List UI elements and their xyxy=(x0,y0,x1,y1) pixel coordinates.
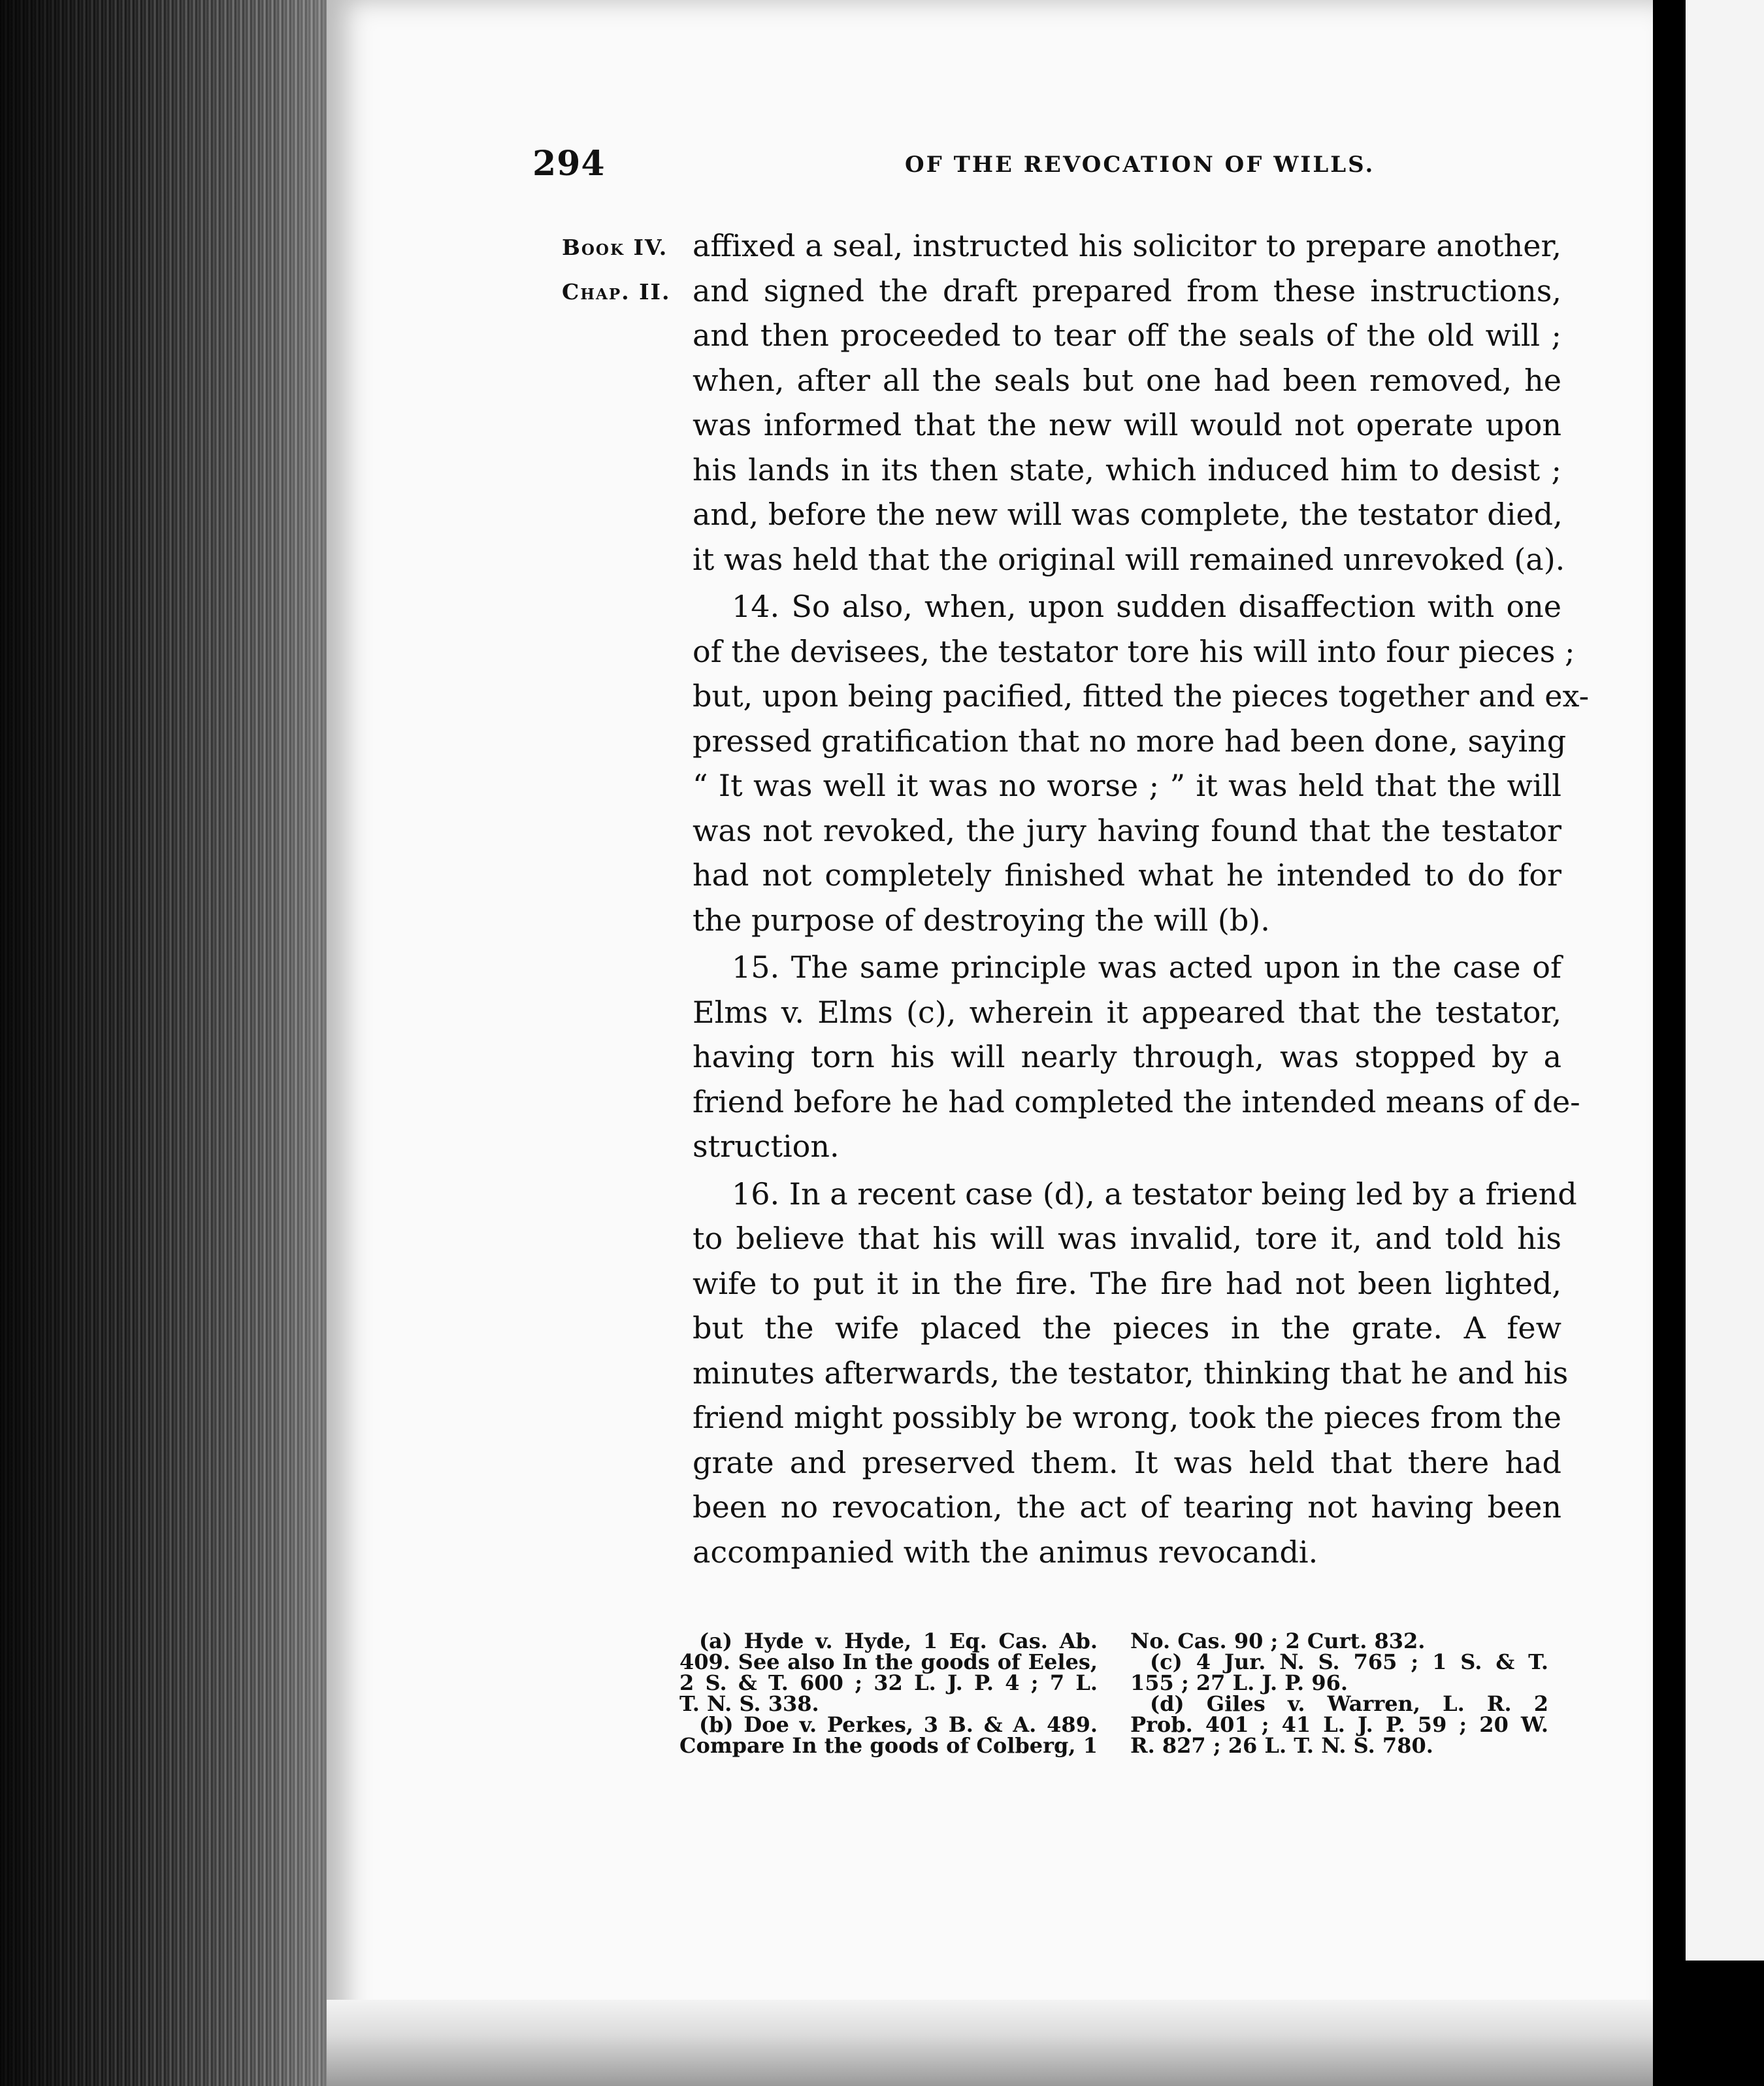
text-line: Elms v. Elms (c), wherein it appeared that the testator, xyxy=(693,994,1561,1030)
footnote-line: (d) Giles v. Warren, L. R. 2 xyxy=(1150,1691,1548,1716)
text-line: and, before the new will was complete, the testator died, xyxy=(693,497,1563,532)
text-line: of the devisees, the testator tore his will into four pieces ; xyxy=(693,633,1575,669)
page-header xyxy=(0,144,1764,183)
page-number: 294 xyxy=(532,144,606,184)
text-line: struction. xyxy=(693,1129,840,1164)
text-line: was informed that the new will would not operate upon xyxy=(693,407,1561,442)
footnotes-right-column xyxy=(1130,1631,1548,1756)
text-line: friend might possibly be wrong, took the pieces from the xyxy=(693,1400,1561,1435)
paragraph-13-cont xyxy=(693,224,1565,582)
margin-note xyxy=(562,225,693,314)
book-page-edges xyxy=(0,0,340,2086)
footnote-line: Prob. 401 ; 41 L. J. P. 59 ; 20 W. xyxy=(1130,1712,1548,1737)
footnote-line: 155 ; 27 L. J. P. 96. xyxy=(1130,1670,1348,1695)
margin-book: Book IV. xyxy=(562,235,668,260)
body-text xyxy=(693,224,1590,1574)
footnote-line: 2 S. & T. 600 ; 32 L. J. P. 4 ; 7 L. xyxy=(679,1670,1098,1695)
text-line: friend before he had completed the intended means of de- xyxy=(693,1084,1580,1119)
text-line: his lands in its then state, which induced him to desist ; xyxy=(693,452,1561,488)
footnote-line: T. N. S. 338. xyxy=(679,1691,819,1716)
text-line: but, upon being pacified, fitted the pieces together and ex- xyxy=(693,678,1590,714)
text-line: 14. So also, when, upon sudden disaffection with one xyxy=(732,589,1561,624)
footnote-line: 409. See also In the goods of Eeles, xyxy=(679,1649,1098,1674)
text-line: was not revoked, the jury having found that the testator xyxy=(693,812,1561,848)
footnote-line: (c) 4 Jur. N. S. 765 ; 1 S. & T. xyxy=(1150,1649,1548,1674)
facing-page-edge xyxy=(1686,0,1764,1961)
text-line: had not completely finished what he intended to do for xyxy=(693,857,1561,893)
footnotes xyxy=(679,1631,1548,1756)
text-line: and signed the draft prepared from these instructions, xyxy=(693,273,1561,308)
paragraph-15 xyxy=(693,945,1580,1169)
text-line: it was held that the original will remained unrevoked (a). xyxy=(693,541,1565,577)
text-line: 16. In a recent case (d), a testator being led by a friend xyxy=(732,1176,1577,1212)
text-line: pressed gratification that no more had been done, saying xyxy=(693,723,1567,759)
text-line: minutes afterwards, the testator, thinking that he and his xyxy=(693,1355,1569,1391)
text-line: having torn his will nearly through, was stopped by a xyxy=(693,1039,1561,1074)
text-line: affixed a seal, instructed his solicitor to prepare another, xyxy=(693,228,1561,263)
text-line: but the wife placed the pieces in the grate. A few xyxy=(693,1310,1561,1346)
paragraph-14 xyxy=(693,584,1590,942)
footnotes-left-column xyxy=(679,1631,1098,1756)
text-line: accompanied with the animus revocandi. xyxy=(693,1534,1318,1570)
footnote-line: No. Cas. 90 ; 2 Curt. 832. xyxy=(1130,1629,1426,1653)
footnote-line: Compare In the goods of Colberg, 1 xyxy=(679,1733,1098,1758)
text-line: “ It was well it was no worse ; ” it was held that the will xyxy=(693,768,1561,803)
footnote-line: (b) Doe v. Perkes, 3 B. & A. 489. xyxy=(699,1712,1098,1737)
footnote-line: (a) Hyde v. Hyde, 1 Eq. Cas. Ab. xyxy=(699,1629,1098,1653)
text-line: when, after all the seals but one had been removed, he xyxy=(693,362,1561,398)
text-line: the purpose of destroying the will (b). xyxy=(693,902,1270,938)
page-bottom-edge xyxy=(327,2000,1653,2086)
margin-chapter: Chap. II. xyxy=(562,279,671,305)
paragraph-16 xyxy=(693,1172,1577,1575)
text-line: grate and preserved them. It was held that there had xyxy=(693,1444,1561,1480)
running-head: OF THE REVOCATION OF WILLS. xyxy=(905,152,1375,178)
text-line: to believe that his will was invalid, tore it, and told his xyxy=(693,1221,1561,1256)
footnote-line: R. 827 ; 26 L. T. N. S. 780. xyxy=(1130,1733,1433,1758)
text-line: and then proceeded to tear off the seals of the old will ; xyxy=(693,318,1561,353)
text-line: wife to put it in the fire. The fire had not been lighted, xyxy=(693,1265,1561,1301)
text-line: 15. The same principle was acted upon in the case of xyxy=(732,950,1561,985)
text-line: been no revocation, the act of tearing not having been xyxy=(693,1489,1561,1525)
